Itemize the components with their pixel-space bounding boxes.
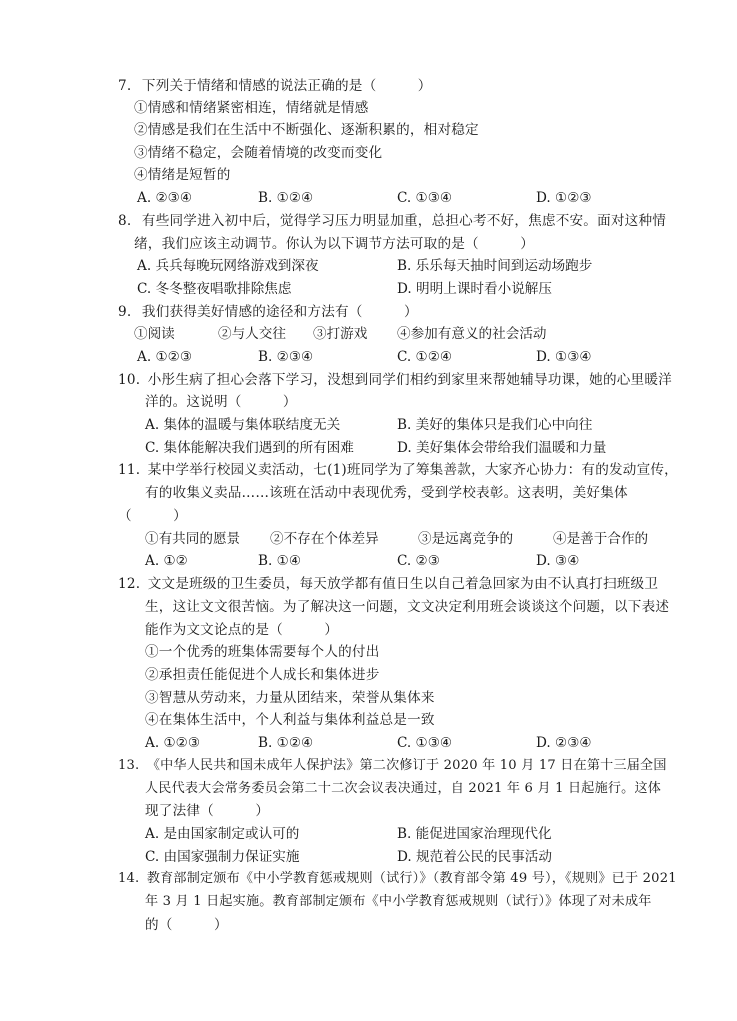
option-d: D. ②③④	[536, 735, 592, 751]
question-stem: 文文是班级的卫生委员，每天放学都有值日生以自己着急回家为由不认真打扫班级卫	[147, 576, 659, 592]
option-d: D. ①②③	[536, 190, 592, 206]
question-number: 11.	[118, 462, 141, 478]
option-b: B. 美好的集体只是我们心中向往	[397, 417, 593, 433]
option-a: A. ①②	[145, 553, 188, 569]
question-7-line-1	[118, 77, 432, 95]
option-b: B. ①②④	[258, 735, 314, 751]
option-b: B. 能促进国家治理现代化	[397, 826, 552, 842]
option-d: D. 美好集体会带给我们温暖和力量	[397, 440, 607, 456]
option-b: B. ②③④	[258, 349, 314, 365]
option-c: C. 由国家强制力保证实施	[145, 849, 300, 865]
question-stem: 我们获得美好情感的途径和方法有（ ）	[141, 304, 418, 320]
question-12-line-1	[118, 575, 658, 593]
option-a: A. 集体的温暖与集体联结度无关	[145, 417, 341, 433]
question-8-line-1	[118, 212, 666, 230]
question-number: 7.	[118, 78, 132, 94]
option-c: C. ①②④	[397, 349, 453, 365]
question-number: 13.	[118, 758, 140, 773]
question-number: 8.	[118, 213, 132, 229]
question-stem: 小彤生病了担心会落下学习，没想到同学们相约到家里来帮她辅导功课，她的心里暖洋	[147, 372, 672, 388]
option-a: A. 是由国家制定或认可的	[145, 826, 300, 842]
option-c: C. ①③④	[397, 735, 453, 751]
question-stem: 有些同学进入初中后，觉得学习压力明显加重，总担心考不好，焦虑不安。面对这种情	[141, 213, 667, 229]
option-b: B. ①②④	[258, 190, 314, 206]
question-stem: 的（ ）	[145, 917, 228, 933]
statement: ①有共同的愿景	[145, 531, 241, 547]
statement: ④情绪是短暂的	[134, 167, 231, 183]
question-11-line-1	[118, 461, 678, 479]
option-a: A. ②③④	[137, 190, 193, 206]
question-stem: 年 3 月 1 日起实施。教育部制定颁布《中小学教育惩戒规则（试行）》体现了对未成年	[145, 894, 652, 909]
statement: ①情感和情绪紧密相连，情绪就是情感	[134, 100, 369, 116]
statement: ④是善于合作的	[553, 531, 649, 547]
statement: ③情绪不稳定，会随着情境的改变而变化	[134, 145, 383, 161]
question-stem: 《中华人民共和国未成年人保护法》第二次修订于 2020 年 10 月 17 日在第十三届全国	[146, 758, 667, 773]
question-stem: 生，这让文文很苦恼。为了解决这一问题，文文决定利用班会谈谈这个问题，以下表述	[145, 599, 670, 615]
option-a: A. 兵兵每晚玩网络游戏到深夜	[137, 258, 319, 274]
statement: ③打游戏	[313, 326, 368, 342]
statement: ①阅读	[134, 326, 175, 342]
question-13-line-1	[118, 757, 667, 775]
question-stem: 能作为文文论点的是（ ）	[145, 622, 339, 638]
question-14-line-1	[118, 870, 677, 888]
question-stem: 有的收集义卖品……该班在活动中表现优秀，受到学校表彰。这表明，美好集体	[145, 485, 628, 501]
question-stem: 洋的。这说明（ ）	[145, 394, 297, 410]
option-a: A. ①②③	[137, 349, 193, 365]
option-a: A. ①②③	[145, 735, 201, 751]
option-b: B. 乐乐每天抽时间到运动场跑步	[397, 258, 593, 274]
question-10-line-1	[118, 371, 672, 389]
statement: ①一个优秀的班集体需要每个人的付出	[145, 644, 380, 660]
option-c: C. 集体能解决我们遇到的所有困难	[145, 440, 354, 456]
option-d: D. 明明上课时看小说解压	[397, 281, 552, 297]
question-number: 12.	[118, 576, 141, 592]
option-d: D. ①③④	[536, 349, 592, 365]
question-stem: 人民代表大会常务委员会第二十二次会议表决通过，自 2021 年 6 月 1 日起施行。这体	[145, 781, 662, 796]
question-stem: 教育部制定颁布《中小学教育惩戒规则（试行）》（教育部令第 49 号），《规则》已于 2021	[146, 871, 677, 886]
option-c: C. ②③	[397, 553, 440, 569]
question-stem: 某中学举行校园义卖活动，七(1)班同学为了筹集善款，大家齐心协力：有的发动宣传，	[147, 462, 678, 478]
question-9-line-1	[118, 303, 418, 321]
question-number: 14.	[118, 871, 140, 886]
statement: ②情感是我们在生活中不断强化、逐渐积累的，相对稳定	[134, 122, 479, 138]
question-number: 10.	[118, 372, 141, 388]
statement: ②承担责任能促进个人成长和集体进步	[145, 667, 380, 683]
statement: ②与人交往	[218, 326, 286, 342]
statement: ④在集体生活中，个人利益与集体利益总是一致	[145, 712, 435, 728]
question-number: 9.	[118, 304, 132, 320]
statement: ②不存在个体差异	[270, 531, 379, 547]
option-c: C. ①③④	[397, 190, 453, 206]
question-stem: （ ）	[118, 508, 187, 524]
question-stem: 绪，我们应该主动调节。你认为以下调节方法可取的是（ ）	[134, 236, 535, 252]
option-d: D. ③④	[536, 553, 580, 569]
option-b: B. ①④	[258, 553, 302, 569]
statement: ④参加有意义的社会活动	[397, 326, 547, 342]
question-stem: 下列关于情绪和情感的说法正确的是（ ）	[141, 78, 432, 94]
option-c: C. 冬冬整夜唱歌排除焦虑	[137, 281, 292, 297]
statement: ③是远离竞争的	[418, 531, 514, 547]
statement: ③智慧从劳动来，力量从团结来，荣誉从集体来	[145, 690, 435, 706]
question-stem: 现了法律（ ）	[145, 803, 270, 819]
option-d: D. 规范着公民的民事活动	[397, 849, 552, 865]
